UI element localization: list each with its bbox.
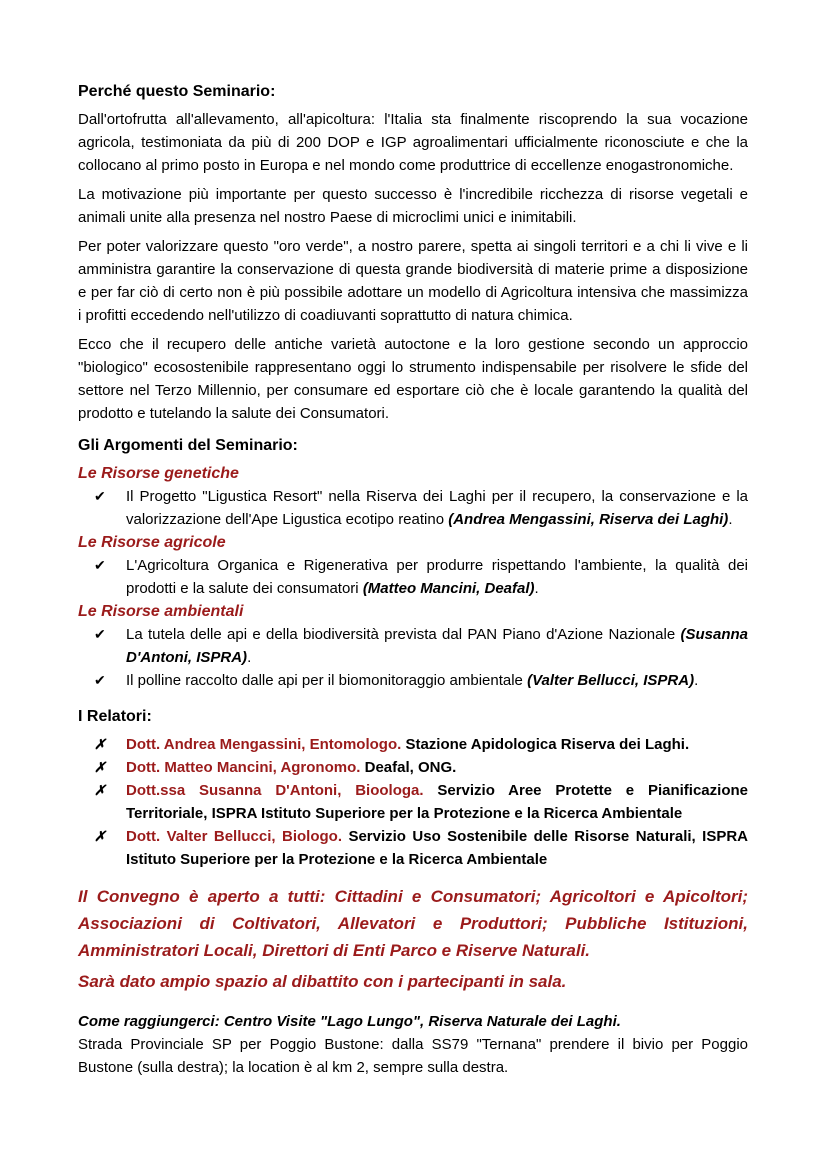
topic-item-suffix: . <box>247 649 252 666</box>
why-paragraph-1: Dall'ortofrutta all'allevamento, all'apicoltura: l'Italia sta finalmente riscoprendo la sua vocazione agricola, testimoniata da più di 200 DOP e IGP agroalimentari ufficialmente riconosciute e che la collocano al primo posto in Europa e nel mondo come produttrice di eccellenze enogastronomiche. <box>78 111 748 174</box>
why-paragraph-2: La motivazione più importante per questo successo è l'incredibile ricchezza di risorse vegetali e animali unite alla presenza nel nostro Paese di microclimi unici e inimitabili. <box>78 186 748 226</box>
topic-item-text: La tutela delle api e della biodiversità prevista dal PAN Piano d'Azione Nazionale <box>126 626 676 643</box>
topic-group-genetiche <box>78 462 748 531</box>
speaker-credit: (Valter Bellucci, ISPRA) <box>527 672 695 689</box>
debate-note: Sarà dato ampio spazio al dibattito con i partecipanti in sala. <box>78 972 567 991</box>
topic-group-title: Le Risorse ambientali <box>78 603 244 620</box>
topic-item-text: Il Progetto "Ligustica Resort" nella Riserva dei Laghi per il recupero, la conservazione e la valorizzazione dell'Ape Ligustica ecotipo reatino <box>126 488 748 528</box>
relatori-name: Dott.ssa Susanna D'Antoni, Bioologa. <box>126 782 424 799</box>
relatori-item <box>78 733 748 756</box>
invitation-text: Il Convegno è aperto a tutti: Cittadini e Consumatori; Agricoltori e Apicoltori; Associazioni di Coltivatori, Allevatori e Produttori; Pubbliche Istituzioni, Amministratori Locali, Direttori di Enti Parco e Riserve Naturali. <box>78 887 748 960</box>
directions-title: Come raggiungerci: Centro Visite "Lago Lungo", Riserva Naturale dei Laghi. <box>78 1013 621 1030</box>
topic-group-title: Le Risorse genetiche <box>78 465 239 482</box>
relatori-affiliation: Stazione Apidologica Riserva dei Laghi. <box>405 736 690 753</box>
x-icon: ✗ <box>94 828 106 844</box>
relatori-affiliation: Deafal, ONG. <box>364 759 457 776</box>
relatori-name: Dott. Matteo Mancini, Agronomo. <box>126 759 361 776</box>
relatori-affiliation: Servizio Uso Sostenibile delle Risorse Naturali, ISPRA Istituto Superiore per la Protezione e la Ricerca Ambientale <box>126 828 748 868</box>
why-heading: Perché questo Seminario: <box>78 83 276 100</box>
topic-group-agricole <box>78 531 748 600</box>
relatori-item <box>78 756 748 779</box>
topic-item-text: L'Agricoltura Organica e Rigenerativa per produrre rispettando l'ambiente, la qualità dei prodotti e la salute dei consumatori <box>126 557 748 597</box>
x-icon: ✗ <box>94 736 106 752</box>
topic-item-suffix: . <box>728 511 733 528</box>
speaker-credit: (Andrea Mengassini, Riserva dei Laghi) <box>448 511 729 528</box>
topic-item-suffix: . <box>534 580 539 597</box>
why-paragraph-3: Per poter valorizzare questo "oro verde", a nostro parere, spetta ai singoli territori e a chi li vive e li amministra garantire la conservazione di questa grande biodiversità di materie prime a disposizione e per far ciò di certo non è più possibile adottare un modello di Agricoltura intensiva che massimizza i profitti eccedendo nell'utilizzo di coadiuvanti soprattutto di natura chimica. <box>78 238 748 324</box>
check-icon: ✔ <box>94 626 106 642</box>
topic-item <box>78 623 748 669</box>
relatori-heading: I Relatori: <box>78 708 152 725</box>
relatori-item <box>78 779 748 825</box>
topic-item-suffix: . <box>694 672 699 689</box>
relatori-affiliation: Servizio Aree Protette e Pianificazione Territoriale, ISPRA Istituto Superiore per la Protezione e la Ricerca Ambientale <box>126 782 748 822</box>
topics-heading: Gli Argomenti del Seminario: <box>78 437 298 454</box>
check-icon: ✔ <box>94 488 106 504</box>
check-icon: ✔ <box>94 557 106 573</box>
relatori-name: Dott. Valter Bellucci, Biologo. <box>126 828 342 845</box>
x-icon: ✗ <box>94 759 106 775</box>
topic-item <box>78 554 748 600</box>
directions-body: Strada Provinciale SP per Poggio Bustone: dalla SS79 "Ternana" prendere il bivio per Poggio Bustone (sulla destra); la location è al km 2, sempre sulla destra. <box>78 1036 748 1076</box>
check-icon: ✔ <box>94 672 106 688</box>
x-icon: ✗ <box>94 782 106 798</box>
speaker-credit: (Susanna D'Antoni, ISPRA) <box>126 626 749 666</box>
topic-item-text: Il polline raccolto dalle api per il biomonitoraggio ambientale <box>126 672 523 689</box>
relatori-list <box>78 733 748 871</box>
relatori-name: Dott. Andrea Mengassini, Entomologo. <box>126 736 402 753</box>
topic-group-title: Le Risorse agricole <box>78 534 226 551</box>
topic-item <box>78 485 748 531</box>
topic-item <box>78 669 748 692</box>
relatori-item <box>78 825 748 871</box>
topic-group-ambientali <box>78 600 748 692</box>
speaker-credit: (Matteo Mancini, Deafal) <box>362 580 535 597</box>
why-paragraph-4: Ecco che il recupero delle antiche varietà autoctone e la loro gestione secondo un approccio "biologico" ecosostenibile rappresentano oggi lo strumento indispensabile per risolvere le sfide del settore nel Terzo Millennio, per consumare ed esportare ciò che è locale garantendo la qualità del prodotto e tutelando la salute dei Consumatori. <box>78 336 748 422</box>
